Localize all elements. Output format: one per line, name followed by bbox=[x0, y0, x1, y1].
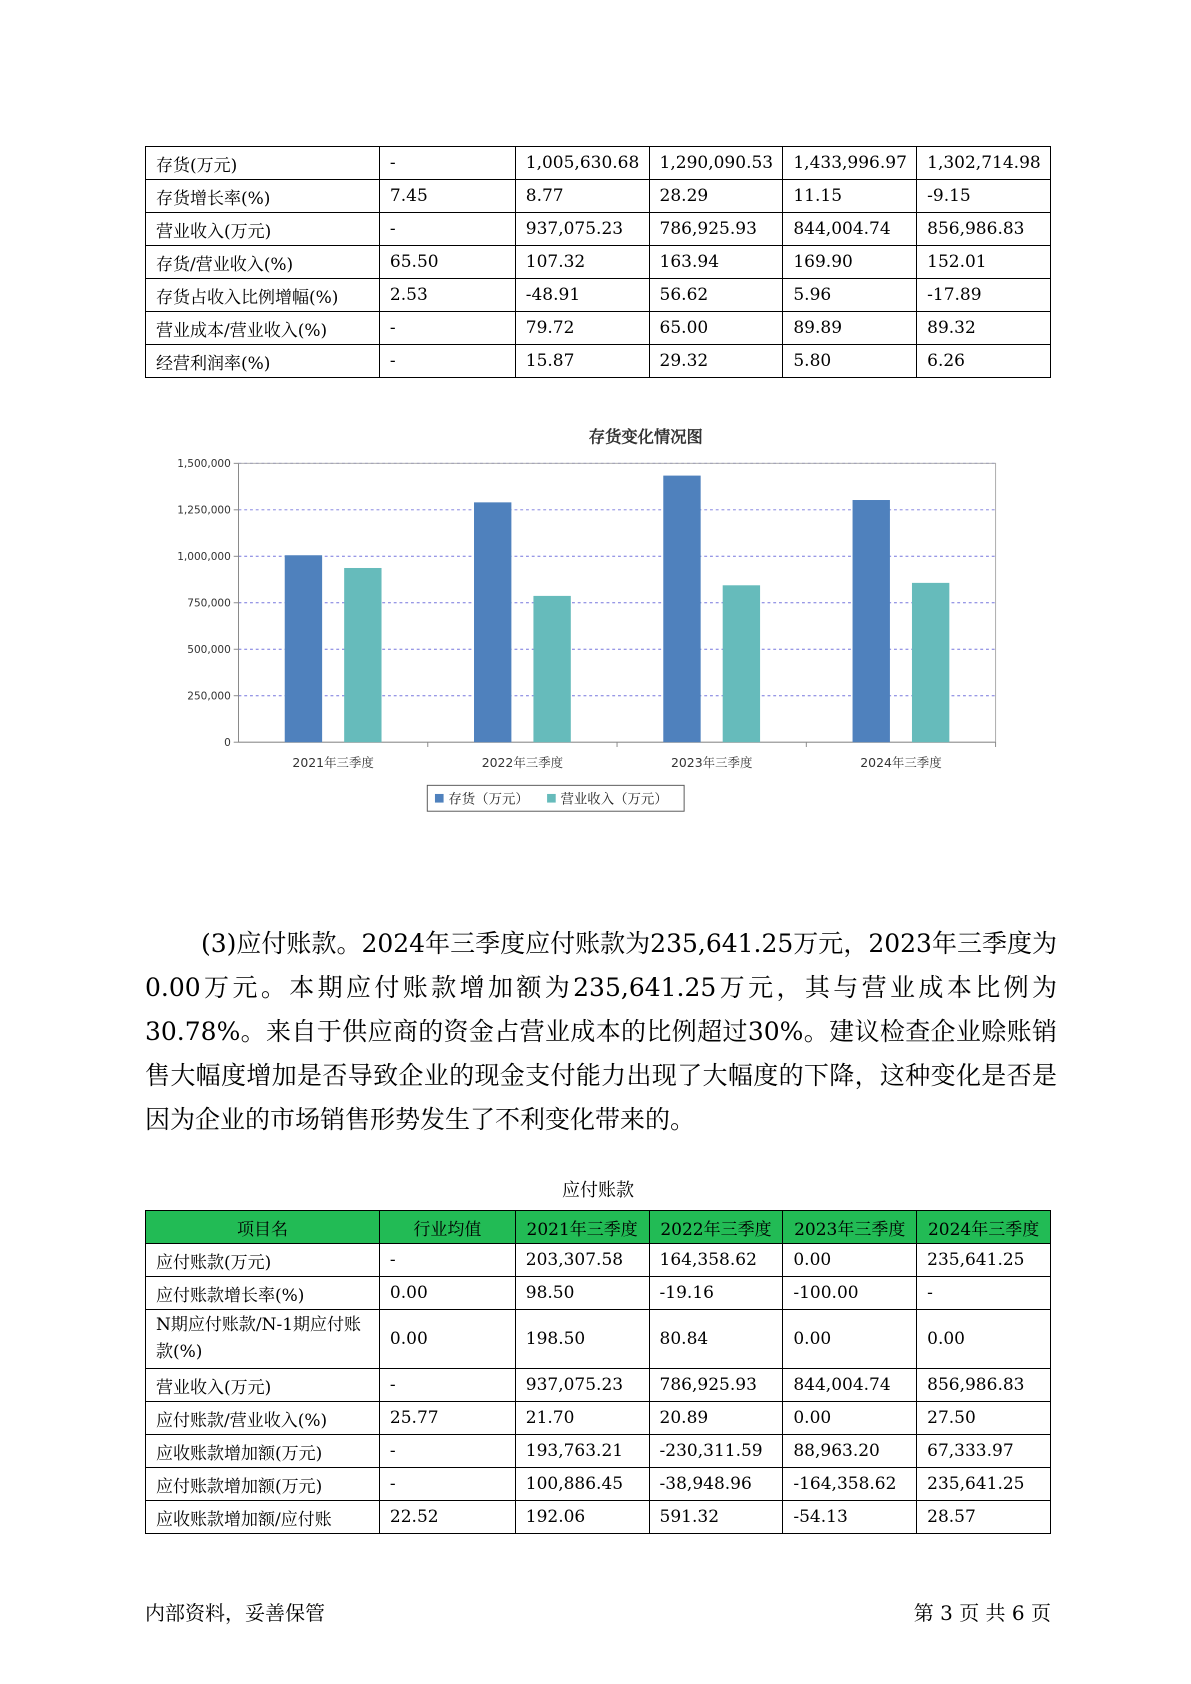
table-row bbox=[146, 147, 1051, 180]
value-cell: -54.13 bbox=[783, 1501, 917, 1534]
x-tick-label: 2021年三季度 bbox=[292, 755, 374, 771]
value-cell: 0.00 bbox=[783, 1402, 917, 1435]
value-cell: - bbox=[379, 345, 515, 378]
value-cell: 107.32 bbox=[515, 246, 649, 279]
x-tick-label: 2023年三季度 bbox=[670, 755, 753, 771]
value-cell: 0.00 bbox=[917, 1310, 1051, 1369]
payables-table-body bbox=[146, 1211, 1051, 1534]
value-cell: 5.80 bbox=[783, 345, 917, 378]
y-tick-label: 1,500,000 bbox=[177, 458, 231, 471]
value-cell: 27.50 bbox=[917, 1402, 1051, 1435]
value-cell: 203,307.58 bbox=[515, 1244, 649, 1277]
row-label-cell: 应付账款增长率(%) bbox=[146, 1277, 380, 1310]
table2-header-cell: 2023年三季度 bbox=[783, 1211, 917, 1244]
value-cell: -164,358.62 bbox=[783, 1468, 917, 1501]
y-tick-label: 750,000 bbox=[187, 597, 231, 610]
y-tick-label: 250,000 bbox=[187, 690, 231, 703]
value-cell: - bbox=[379, 1369, 515, 1402]
inventory-chart bbox=[155, 425, 1035, 885]
value-cell: - bbox=[379, 1244, 515, 1277]
value-cell: 193,763.21 bbox=[515, 1435, 649, 1468]
table-row bbox=[146, 1402, 1051, 1435]
value-cell: 20.89 bbox=[649, 1402, 783, 1435]
row-label-cell: 营业收入(万元) bbox=[146, 1369, 380, 1402]
value-cell: 11.15 bbox=[783, 180, 917, 213]
bar-revenue bbox=[912, 583, 949, 742]
value-cell: 22.52 bbox=[379, 1501, 515, 1534]
bar-revenue bbox=[344, 568, 381, 742]
value-cell: - bbox=[379, 1468, 515, 1501]
x-tick-label: 2022年三季度 bbox=[481, 755, 564, 771]
bar-inventory bbox=[285, 555, 322, 742]
value-cell: -48.91 bbox=[515, 279, 649, 312]
value-cell: 56.62 bbox=[649, 279, 783, 312]
inventory-chart-svg bbox=[155, 425, 1035, 885]
table-row bbox=[146, 345, 1051, 378]
value-cell: -38,948.96 bbox=[649, 1468, 783, 1501]
value-cell: - bbox=[379, 1435, 515, 1468]
value-cell: 0.00 bbox=[379, 1277, 515, 1310]
value-cell: 0.00 bbox=[379, 1310, 515, 1369]
value-cell: 25.77 bbox=[379, 1402, 515, 1435]
value-cell: 21.70 bbox=[515, 1402, 649, 1435]
value-cell: -17.89 bbox=[917, 279, 1051, 312]
bar-inventory bbox=[474, 502, 511, 742]
value-cell: 28.29 bbox=[649, 180, 783, 213]
table2-header-row bbox=[146, 1211, 1051, 1244]
table2-header-cell: 2021年三季度 bbox=[515, 1211, 649, 1244]
table-row bbox=[146, 213, 1051, 246]
value-cell: 1,290,090.53 bbox=[649, 147, 783, 180]
value-cell: 169.90 bbox=[783, 246, 917, 279]
bar-revenue bbox=[533, 596, 570, 742]
row-label-cell: 营业成本/营业收入(%) bbox=[146, 312, 380, 345]
value-cell: 1,433,996.97 bbox=[783, 147, 917, 180]
value-cell: 2.53 bbox=[379, 279, 515, 312]
value-cell: 0.00 bbox=[783, 1310, 917, 1369]
bar-inventory bbox=[853, 500, 890, 742]
value-cell: 6.26 bbox=[917, 345, 1051, 378]
bar-inventory bbox=[663, 476, 700, 743]
footer-confidential-note: 内部资料，妥善保管 bbox=[145, 1601, 325, 1625]
value-cell: 235,641.25 bbox=[917, 1468, 1051, 1501]
legend-label: 存货（万元） bbox=[448, 792, 529, 808]
table-row bbox=[146, 1501, 1051, 1534]
row-label-cell: 应收账款增加额(万元) bbox=[146, 1435, 380, 1468]
value-cell: 163.94 bbox=[649, 246, 783, 279]
value-cell: - bbox=[379, 312, 515, 345]
value-cell: 198.50 bbox=[515, 1310, 649, 1369]
y-tick-label: 1,000,000 bbox=[177, 551, 231, 564]
bar-revenue bbox=[723, 585, 760, 742]
row-label-cell: 应付账款(万元) bbox=[146, 1244, 380, 1277]
value-cell: 591.32 bbox=[649, 1501, 783, 1534]
value-cell: 98.50 bbox=[515, 1277, 649, 1310]
value-cell: - bbox=[379, 213, 515, 246]
value-cell: 937,075.23 bbox=[515, 213, 649, 246]
table-row bbox=[146, 246, 1051, 279]
chart-title: 存货变化情况图 bbox=[588, 427, 703, 447]
value-cell: 80.84 bbox=[649, 1310, 783, 1369]
table-row bbox=[146, 1435, 1051, 1468]
value-cell: 152.01 bbox=[917, 246, 1051, 279]
y-tick-label: 1,250,000 bbox=[177, 504, 231, 517]
legend-swatch bbox=[435, 794, 444, 803]
value-cell: -100.00 bbox=[783, 1277, 917, 1310]
value-cell: 1,005,630.68 bbox=[515, 147, 649, 180]
value-cell: 0.00 bbox=[783, 1244, 917, 1277]
value-cell: 89.89 bbox=[783, 312, 917, 345]
value-cell: 844,004.74 bbox=[783, 213, 917, 246]
value-cell: - bbox=[379, 147, 515, 180]
row-label-cell: 存货占收入比例增幅(%) bbox=[146, 279, 380, 312]
value-cell: 7.45 bbox=[379, 180, 515, 213]
inventory-table bbox=[145, 146, 1051, 378]
value-cell: -9.15 bbox=[917, 180, 1051, 213]
value-cell: 100,886.45 bbox=[515, 1468, 649, 1501]
value-cell: - bbox=[917, 1277, 1051, 1310]
table-row bbox=[146, 1277, 1051, 1310]
value-cell: 79.72 bbox=[515, 312, 649, 345]
value-cell: 8.77 bbox=[515, 180, 649, 213]
legend-label: 营业收入（万元） bbox=[560, 792, 668, 808]
table-row bbox=[146, 312, 1051, 345]
value-cell: 15.87 bbox=[515, 345, 649, 378]
row-label-cell: 营业收入(万元) bbox=[146, 213, 380, 246]
value-cell: 65.00 bbox=[649, 312, 783, 345]
value-cell: 67,333.97 bbox=[917, 1435, 1051, 1468]
value-cell: 1,302,714.98 bbox=[917, 147, 1051, 180]
value-cell: 164,358.62 bbox=[649, 1244, 783, 1277]
table-row bbox=[146, 1244, 1051, 1277]
value-cell: 65.50 bbox=[379, 246, 515, 279]
table2-header-cell: 2024年三季度 bbox=[917, 1211, 1051, 1244]
value-cell: 786,925.93 bbox=[649, 213, 783, 246]
row-label-cell: 应付账款增加额(万元) bbox=[146, 1468, 380, 1501]
table2-header-cell: 项目名 bbox=[146, 1211, 380, 1244]
value-cell: 192.06 bbox=[515, 1501, 649, 1534]
row-label-cell: 经营利润率(%) bbox=[146, 345, 380, 378]
footer-page-number: 第 3 页 共 6 页 bbox=[913, 1601, 1051, 1625]
payables-paragraph: (3)应付账款。2024年三季度应付账款为235,641.25万元，2023年三季度为0.00万元。本期应付账款增加额为235,641.25万元，其与营业成本比例为30.78%。来自于供应商的资金占营业成本的比例超过30%。建议检查企业赊账销售大幅度增加是否导致企业的现金支付能力出现了大幅度的下降，这种变化是否是因为企业的市场销售形势发生了不利变化带来的。 bbox=[145, 929, 1057, 1134]
row-label-cell: N期应付账款/N-1期应付账款(%) bbox=[146, 1310, 380, 1369]
row-label-cell: 应付账款/营业收入(%) bbox=[146, 1402, 380, 1435]
y-tick-label: 500,000 bbox=[187, 644, 231, 657]
table-row bbox=[146, 1369, 1051, 1402]
table2-header-cell: 行业均值 bbox=[379, 1211, 515, 1244]
table-row bbox=[146, 279, 1051, 312]
value-cell: -230,311.59 bbox=[649, 1435, 783, 1468]
inventory-table-body bbox=[146, 147, 1051, 378]
value-cell: 856,986.83 bbox=[917, 1369, 1051, 1402]
x-tick-label: 2024年三季度 bbox=[860, 755, 942, 771]
payables-table bbox=[145, 1210, 1051, 1534]
value-cell: 937,075.23 bbox=[515, 1369, 649, 1402]
table-row bbox=[146, 1310, 1051, 1369]
value-cell: 856,986.83 bbox=[917, 213, 1051, 246]
value-cell: 5.96 bbox=[783, 279, 917, 312]
legend-swatch bbox=[547, 794, 556, 803]
value-cell: 88,963.20 bbox=[783, 1435, 917, 1468]
row-label-cell: 存货(万元) bbox=[146, 147, 380, 180]
value-cell: 844,004.74 bbox=[783, 1369, 917, 1402]
value-cell: 89.32 bbox=[917, 312, 1051, 345]
table-row bbox=[146, 1468, 1051, 1501]
value-cell: 235,641.25 bbox=[917, 1244, 1051, 1277]
value-cell: -19.16 bbox=[649, 1277, 783, 1310]
value-cell: 29.32 bbox=[649, 345, 783, 378]
value-cell: 786,925.93 bbox=[649, 1369, 783, 1402]
payables-table-caption: 应付账款 bbox=[562, 1180, 634, 1201]
y-tick-label: 0 bbox=[224, 737, 231, 750]
value-cell: 28.57 bbox=[917, 1501, 1051, 1534]
row-label-cell: 应收账款增加额/应付账 bbox=[146, 1501, 380, 1534]
row-label-cell: 存货增长率(%) bbox=[146, 180, 380, 213]
table-row bbox=[146, 180, 1051, 213]
row-label-cell: 存货/营业收入(%) bbox=[146, 246, 380, 279]
table2-header-cell: 2022年三季度 bbox=[649, 1211, 783, 1244]
